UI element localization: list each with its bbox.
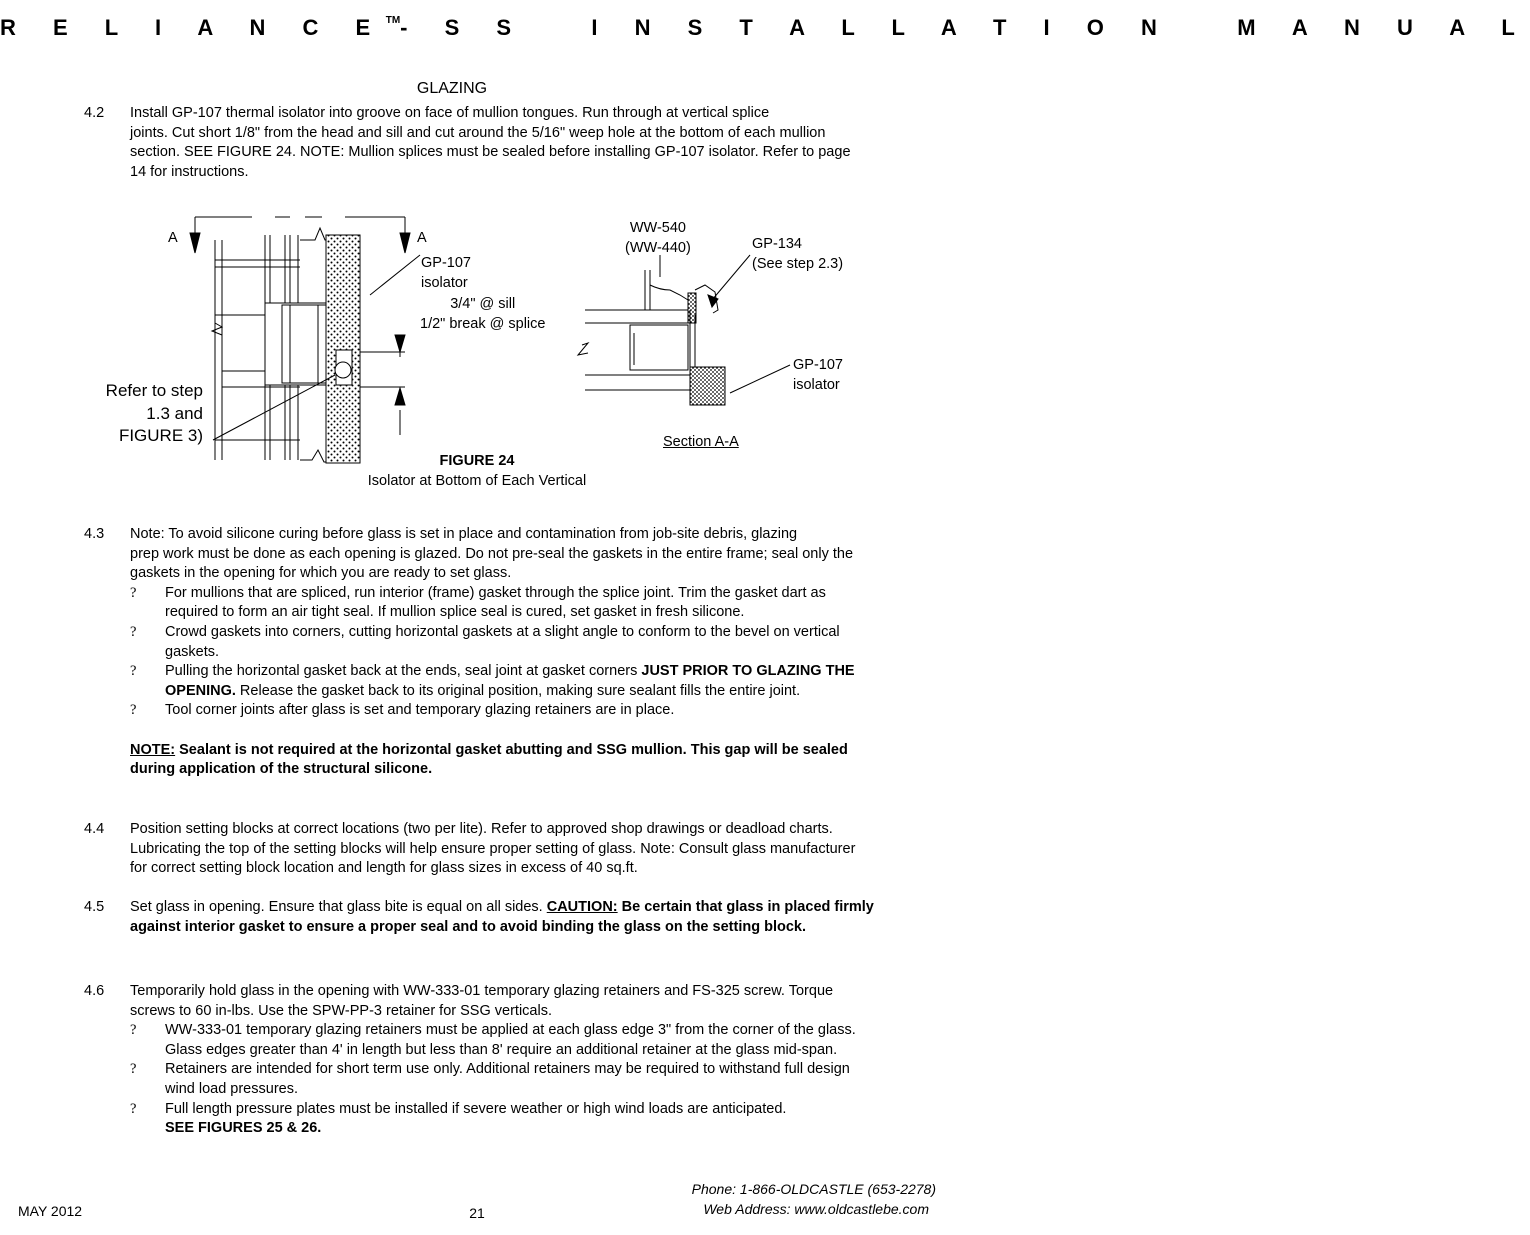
- list-item: [130, 1100, 880, 1139]
- paragraph-number: 4.2: [84, 105, 105, 121]
- bullet-mark: ?: [130, 663, 137, 680]
- paragraph-number: 4.6: [84, 983, 105, 999]
- footer-web: Web Address: www.oldcastlebe.com: [703, 1200, 929, 1217]
- paragraph-4-2: [84, 104, 884, 182]
- manual-header: [0, 15, 1530, 41]
- trademark-mark: TM: [385, 15, 401, 26]
- paragraph-text: Temporarily hold glass in the opening with WW-333-01 temporary glazing retainers and FS-325 screw. Torque screws to 60 in-lbs. Use the SPW-PP-3 retainer for SSG verticals.: [130, 983, 834, 1019]
- bullet-mark: ?: [130, 1022, 137, 1039]
- paragraph-4-5: [84, 898, 884, 937]
- section-title: GLAZING: [416, 80, 488, 97]
- paragraph-text: joints. Cut short 1/8" from the head and sill and cut around the 5/16" weep hole at the bottom of each mullion section. SEE FIGURE 24. NOTE: Mullion splices must be sealed before installing GP-107 isolator. Refer to page 14 for instructions.: [130, 124, 851, 180]
- figure-caption: Isolator at Bottom of Each Vertical: [367, 473, 587, 489]
- figure-title: FIGURE 24: [439, 453, 515, 469]
- section-caption: Section A-A: [663, 434, 739, 450]
- list-item: [130, 662, 875, 701]
- footer-contact: [692, 1180, 936, 1219]
- list-item-emphasis: JUST PRIOR TO GLAZING THE OPENING.: [165, 663, 855, 699]
- list-item-text: Retainers are intended for short term use only. Additional retainers may be required to withstand full design wind load pressures.: [165, 1061, 850, 1097]
- bullet-mark: ?: [130, 1100, 137, 1117]
- paragraph-4-4: [84, 820, 884, 879]
- ww540-label: WW-540 (WW-440): [625, 220, 691, 256]
- paragraph-body: Set glass in opening. Ensure that glass bite is equal on all sides.: [130, 899, 547, 915]
- list-item-text: Pulling the horizontal gasket back at the ends, seal joint at gasket corners: [165, 663, 642, 680]
- note-text: Sealant is not required at the horizontal gasket abutting and SSG mullion. This gap will be sealed during application of the structural silicone.: [130, 741, 848, 778]
- paragraph-line1: Note: To avoid silicone curing before glass is set in place and contamination from job-site debris, glazing: [130, 526, 798, 542]
- note-block: [130, 741, 880, 780]
- paragraph-4-6: [84, 982, 884, 1139]
- list-item-text: Tool corner joints after glass is set and temporary glazing retainers are in place.: [165, 702, 675, 719]
- header-title-main: R E L I A N C E: [0, 15, 386, 40]
- note-label: NOTE:: [130, 741, 176, 758]
- bullet-mark: ?: [130, 584, 137, 601]
- gp107-isolator-label: GP-107 isolator: [421, 255, 471, 291]
- list-item-text: For mullions that are spliced, run interior (frame) gasket through the splice joint. Trim the gasket dart as required to form an air tight seal. If mullion splice seal is cured, set gasket in fresh silicone.: [165, 584, 826, 621]
- caution-text: Be certain that glass in placed firmly against interior gasket to ensure a proper seal and to avoid binding the glass on the setting block.: [130, 899, 874, 935]
- footer-date: MAY 2012: [18, 1203, 83, 1219]
- paragraph-number: 4.4: [84, 821, 105, 837]
- paragraph-text: prep work must be done as each opening is glazed. Do not pre-seal the gaskets in the entire frame; seal only the gaskets in the opening for which you are ready to set glass.: [130, 545, 854, 582]
- list-item-emphasis: SEE FIGURES 25 & 26.: [165, 1120, 322, 1137]
- gp134-label: GP-134 (See step 2.3): [752, 236, 844, 272]
- bullet-mark: ?: [130, 1061, 137, 1078]
- list-item: [130, 623, 865, 662]
- paragraph-4-3: [84, 525, 884, 780]
- list-item: [130, 584, 875, 623]
- list-item-text: Crowd gaskets into corners, cutting horizontal gaskets at a slight angle to conform to the bevel on vertical gaskets.: [165, 623, 840, 660]
- section-mark-right: A: [417, 230, 427, 246]
- list-item-text: WW-333-01 temporary glazing retainers must be applied at each glass edge 3" from the corner of the glass. Glass edges greater than 4' in length but less than 8' require an additional retainer at the glass mid-span.: [165, 1022, 856, 1058]
- gp107-section-label: GP-107 isolator: [793, 357, 843, 393]
- paragraph-number: 4.3: [84, 526, 105, 542]
- list-item-text: Full length pressure plates must be installed if severe weather or high wind loads are anticipated.: [165, 1100, 787, 1117]
- list-item-text: Release the gasket back to its original position, making sure sealant fills the entire joint.: [235, 682, 801, 699]
- bullet-mark: ?: [130, 702, 137, 719]
- paragraph-text: [130, 898, 875, 937]
- caution-label: CAUTION:: [546, 899, 618, 915]
- dimension-label: 3/4" @ sill 1/2" break @ splice: [420, 296, 546, 332]
- paragraph-line1: Install GP-107 thermal isolator into groove on face of mullion tongues. Run through at vertical splice: [130, 105, 770, 121]
- paragraph-text: Position setting blocks at correct locations (two per lite). Refer to approved shop drawings or deadload charts. Lubricating the top of the setting blocks will help ensure proper setting of glass. Note: Consult glass manufacturer for correct setting block location and length for glass sizes in excess of 40 sq.ft.: [130, 821, 856, 877]
- header-title-rest: - S S I N S T A L L A T I O N M A N U A L: [400, 15, 1530, 40]
- list-item: [130, 701, 875, 721]
- list-item: [130, 1021, 880, 1060]
- paragraph-number: 4.5: [84, 899, 105, 915]
- bullet-mark: ?: [130, 623, 137, 640]
- footer-phone: Phone: 1-866-OLDCASTLE (653-2278): [691, 1181, 936, 1197]
- page-number: 21: [469, 1205, 485, 1221]
- refer-to-step-note: Refer to step 1.3 and FIGURE 3): [105, 381, 203, 445]
- section-mark-left: A: [168, 230, 178, 246]
- figure-24: [0, 195, 954, 505]
- list-item: [130, 1060, 880, 1099]
